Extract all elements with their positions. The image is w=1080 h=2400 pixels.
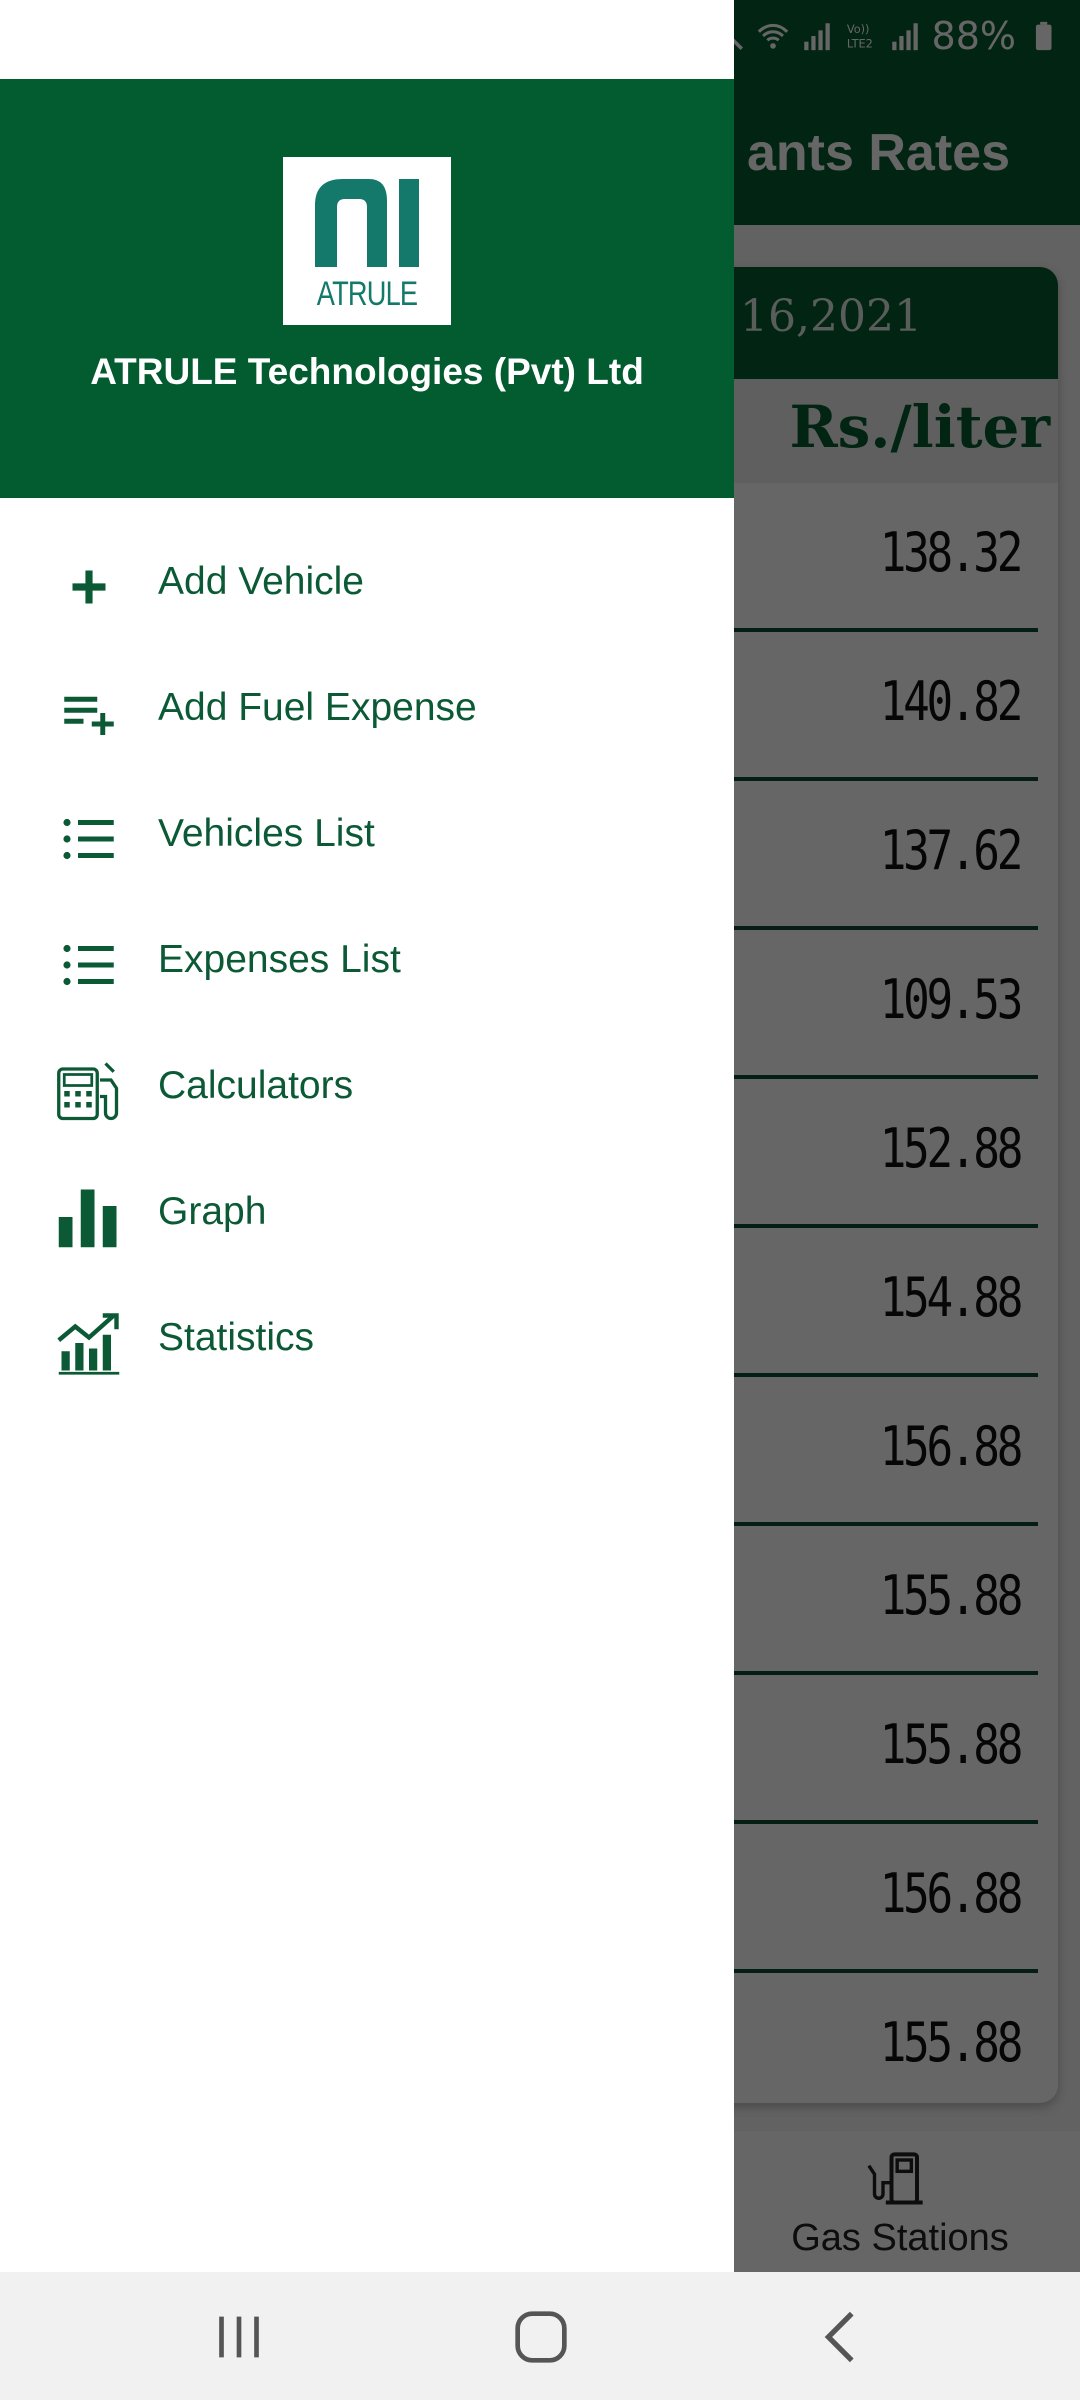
drawer-menu xyxy=(0,520,734,1402)
menu-item-calculators[interactable] xyxy=(0,1024,734,1150)
menu-label: Calculators xyxy=(158,1064,354,1107)
playlist-add-icon xyxy=(56,680,122,746)
menu-label: Graph xyxy=(158,1190,267,1233)
back-icon[interactable] xyxy=(808,2302,878,2372)
bar-chart-icon xyxy=(56,1184,122,1250)
recent-apps-icon[interactable] xyxy=(204,2302,274,2372)
plus-icon xyxy=(56,554,122,620)
logo-text: ATRULE xyxy=(316,275,418,313)
menu-item-expenses-list[interactable] xyxy=(0,898,734,1024)
home-icon[interactable] xyxy=(506,2302,576,2372)
atrule-logo xyxy=(283,157,451,325)
calculator-fuel-icon xyxy=(56,1058,122,1124)
menu-label: Expenses List xyxy=(158,938,401,981)
stats-trend-icon xyxy=(56,1310,122,1376)
menu-item-vehicles-list[interactable] xyxy=(0,772,734,898)
list-icon xyxy=(56,932,122,998)
company-name: ATRULE Technologies (Pvt) Ltd xyxy=(90,351,644,392)
menu-item-add-fuel-expense[interactable] xyxy=(0,646,734,772)
menu-label: Add Fuel Expense xyxy=(158,686,477,729)
system-nav-bar xyxy=(0,2272,1080,2400)
menu-item-add-vehicle[interactable] xyxy=(0,520,734,646)
menu-label: Vehicles List xyxy=(158,812,375,855)
menu-label: Statistics xyxy=(158,1316,315,1359)
menu-label: Add Vehicle xyxy=(158,560,364,603)
list-icon xyxy=(56,806,122,872)
drawer-header xyxy=(0,79,734,498)
menu-item-statistics[interactable] xyxy=(0,1276,734,1402)
menu-item-graph[interactable] xyxy=(0,1150,734,1276)
